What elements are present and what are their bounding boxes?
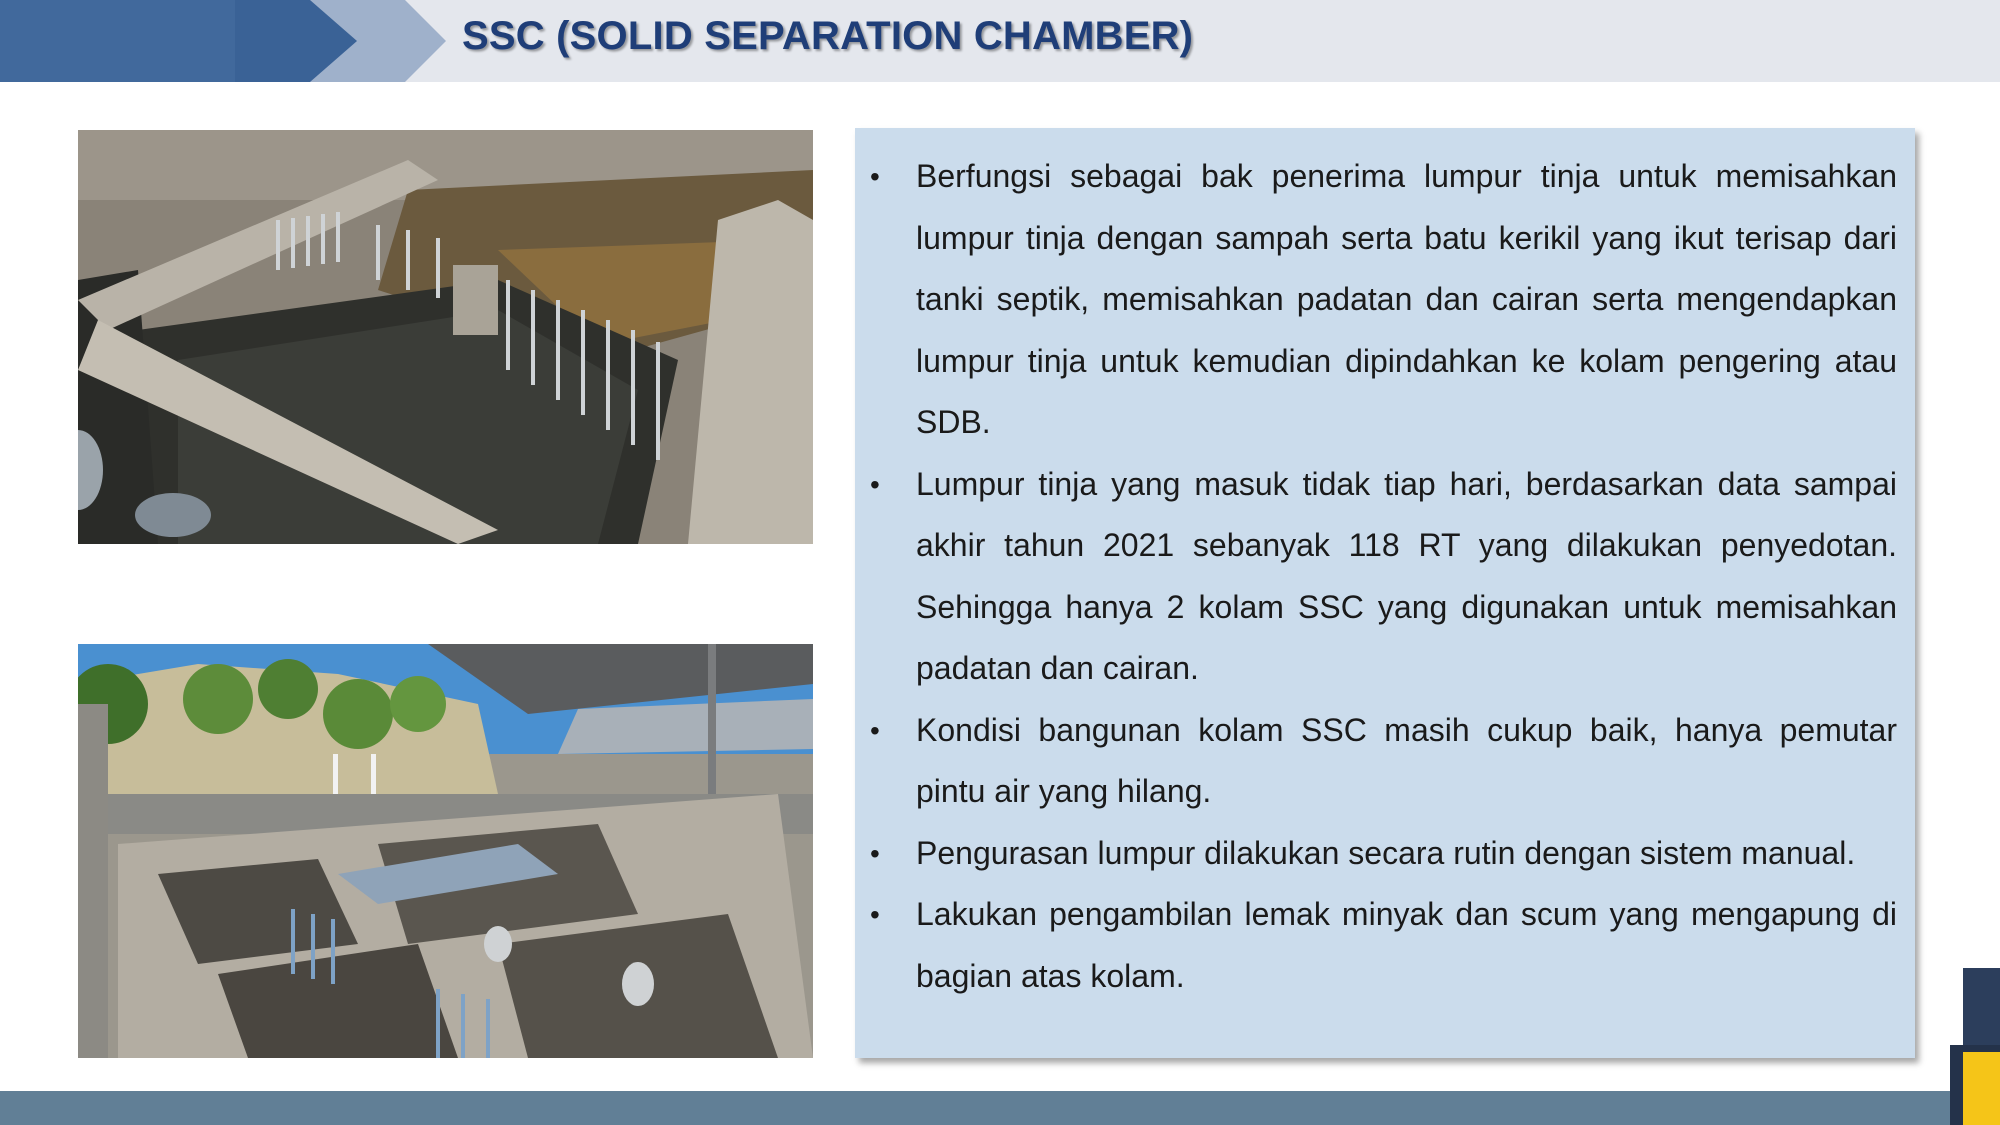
photo-solid-separation-chamber-closeup	[78, 130, 813, 544]
bullet-text: Pengurasan lumpur dilakukan secara rutin dengan sistem manual.	[916, 834, 1856, 871]
bullet-text: Kondisi bangunan kolam SSC masih cukup baik, hanya pemutar pintu air yang hilang.	[916, 711, 1897, 809]
list-item	[855, 884, 1897, 1007]
bullet-list	[855, 128, 1915, 1007]
bullet-icon: •	[870, 899, 880, 930]
list-item	[855, 823, 1897, 885]
header-band	[0, 0, 2000, 82]
bullet-icon: •	[870, 837, 880, 869]
list-item	[855, 454, 1897, 700]
bullet-text: Lakukan pengambilan lemak minyak dan scum yang mengapung di bagian atas kolam.	[916, 896, 1897, 994]
description-panel	[855, 128, 1915, 1058]
corner-accent-yellow	[1963, 1052, 2000, 1125]
bullet-icon: •	[870, 714, 880, 746]
list-item	[855, 146, 1897, 454]
bullet-icon: •	[870, 468, 880, 500]
page-title: SSC (SOLID SEPARATION CHAMBER)	[462, 14, 1194, 58]
footer-bar	[0, 1091, 2000, 1125]
list-item	[855, 700, 1897, 823]
photo-ssc-ponds-overview	[78, 644, 813, 1058]
bullet-icon: •	[870, 161, 880, 192]
corner-accent-navy	[1963, 968, 2000, 1048]
header-arrow-decoration	[0, 0, 460, 82]
bullet-text: Lumpur tinja yang masuk tidak tiap hari, berdasarkan data sampai akhir tahun 2021 sebanyak 118 RT yang dilakukan penyedotan. Sehingga hanya 2 kolam SSC yang digunakan untuk memisahkan padatan dan cairan.	[916, 465, 1897, 686]
bullet-text: Berfungsi sebagai bak penerima lumpur tinja untuk memisahkan lumpur tinja dengan sampah serta batu kerikil yang ikut terisap dari tanki septik, memisahkan padatan dan cairan serta mengendapkan lumpur tinja untuk kemudian dipindahkan ke kolam pengering atau SDB.	[916, 158, 1897, 440]
